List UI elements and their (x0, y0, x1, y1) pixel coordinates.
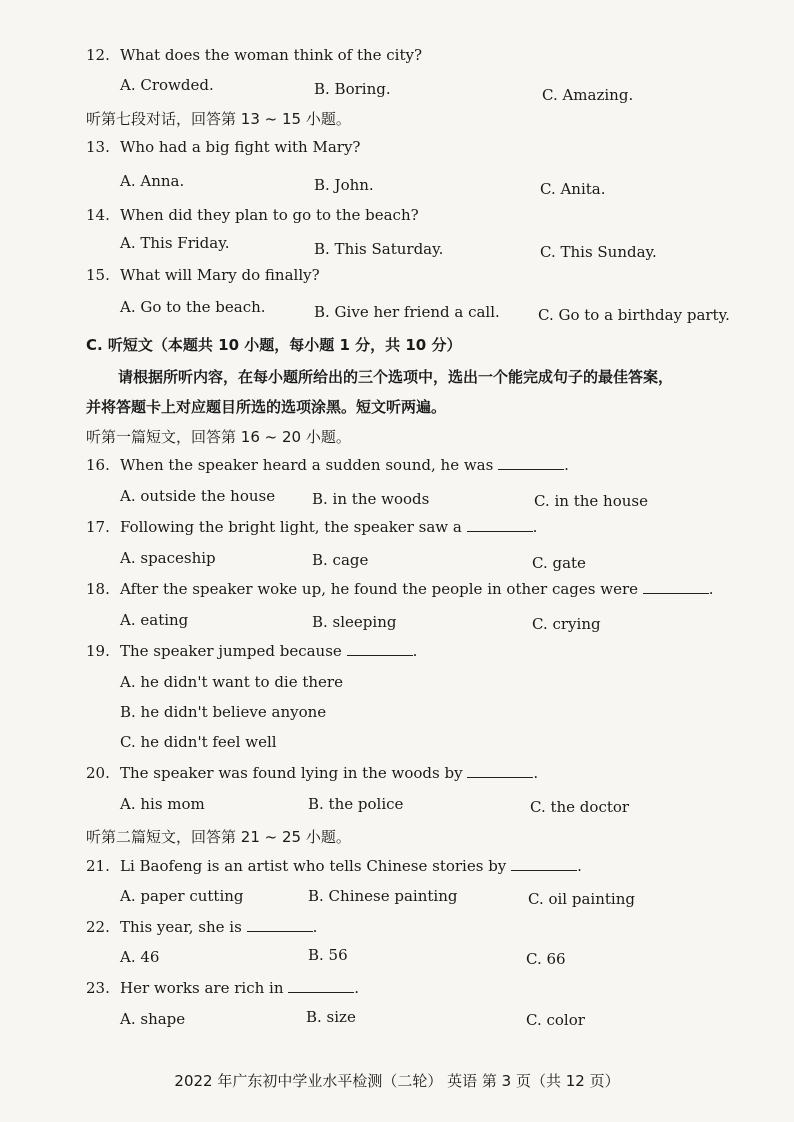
option-c: C. color (526, 1011, 585, 1029)
option-a: A. This Friday. (120, 234, 230, 252)
option-b: B. John. (314, 176, 374, 194)
option-a: A. eating (120, 611, 189, 629)
option-c: C. crying (532, 615, 601, 633)
answer-blank (347, 643, 413, 656)
option-a: A. 46 (120, 948, 160, 966)
question-text: The speaker jumped because (120, 642, 342, 660)
option-c: C. in the house (534, 492, 648, 510)
option-a: A. spaceship (120, 549, 216, 567)
answer-blank (498, 457, 564, 470)
question-number: 17. (86, 518, 110, 536)
passage-1-heading: 听第一篇短文，回答第 16 ~ 20 小题。 (86, 428, 351, 446)
option-c: C. he didn't feel well (120, 733, 277, 751)
question-number: 16. (86, 456, 110, 474)
question-number: 22. (86, 918, 110, 936)
option-a: A. he didn't want to die there (120, 673, 343, 691)
question-number: 20. (86, 764, 110, 782)
instructions-line-1: 请根据所听内容，在每小题所给出的三个选项中，选出一个能完成句子的最佳答案， (118, 368, 674, 386)
answer-blank (247, 919, 313, 932)
question-number: 14. (86, 206, 110, 224)
question-number: 13. (86, 138, 110, 156)
question-text: After the speaker woke up, he found the people in other cages were (120, 580, 639, 598)
option-a: A. Go to the beach. (120, 298, 266, 316)
option-c: C. gate (532, 554, 586, 572)
question-20 (86, 764, 538, 782)
question-17 (86, 518, 537, 536)
option-b: B. Give her friend a call. (314, 303, 500, 321)
answer-blank (288, 980, 354, 993)
question-end: . (564, 456, 569, 474)
option-b: B. the police (308, 795, 404, 813)
option-b: B. This Saturday. (314, 240, 444, 258)
question-end: . (312, 918, 318, 936)
question-end: . (532, 518, 538, 536)
question-16 (86, 456, 569, 474)
question-text: The speaker was found lying in the woods by (120, 764, 463, 782)
answer-blank (511, 858, 577, 871)
instructions-line-2: 并将答题卡上对应题目所选的选项涂黑。短文听两遍。 (86, 398, 447, 416)
question-text: Her works are rich in (120, 979, 284, 997)
question-text: Li Baofeng is an artist who tells Chinese stories by (120, 857, 507, 875)
answer-blank (467, 765, 533, 778)
option-c: C. oil painting (528, 890, 635, 908)
question-21 (86, 857, 582, 875)
question-text: What does the woman think of the city? (120, 46, 423, 64)
option-b: B. 56 (308, 946, 348, 964)
section-heading: 听第七段对话，回答第 13 ~ 15 小题。 (86, 110, 351, 128)
question-number: 18. (86, 580, 110, 598)
option-b: B. cage (312, 551, 369, 569)
question-number: 19. (86, 642, 110, 660)
question-number: 12. (86, 46, 110, 64)
option-b: B. sleeping (312, 613, 397, 631)
option-b: B. Boring. (314, 80, 391, 98)
question-15 (86, 266, 320, 284)
question-text: Following the bright light, the speaker saw a (120, 518, 462, 536)
option-b: B. he didn't believe anyone (120, 703, 327, 721)
option-c: C. This Sunday. (540, 243, 657, 261)
question-18 (86, 580, 714, 598)
question-end: . (533, 764, 539, 782)
question-text: When the speaker heard a sudden sound, he was (120, 456, 494, 474)
question-text: This year, she is (120, 918, 242, 936)
option-b: B. in the woods (312, 490, 430, 508)
question-13 (86, 138, 360, 156)
question-number: 21. (86, 857, 110, 875)
question-19 (86, 642, 417, 660)
question-22 (86, 918, 317, 936)
question-12 (86, 46, 422, 64)
option-a: A. outside the house (120, 487, 276, 505)
question-text: What will Mary do finally? (120, 266, 320, 284)
option-c: C. Anita. (540, 180, 606, 198)
option-a: A. paper cutting (120, 887, 244, 905)
question-end: . (412, 642, 418, 660)
option-b: B. size (306, 1008, 356, 1026)
option-a: A. Crowded. (120, 76, 214, 94)
page-footer: 2022 年广东初中学业水平检测（二轮） 英语 第 3 页（共 12 页） (174, 1072, 620, 1090)
passage-2-heading: 听第二篇短文，回答第 21 ~ 25 小题。 (86, 828, 351, 846)
question-number: 23. (86, 979, 110, 997)
option-a: A. shape (120, 1010, 186, 1028)
question-end: . (354, 979, 360, 997)
answer-blank (467, 519, 533, 532)
question-end: . (708, 580, 714, 598)
option-c: C. the doctor (530, 798, 630, 816)
option-c: C. Amazing. (542, 86, 634, 104)
question-end: . (577, 857, 582, 875)
question-23 (86, 979, 359, 997)
part-c-heading: C. 听短文（本题共 10 小题，每小题 1 分，共 10 分） (86, 336, 462, 354)
option-a: A. his mom (120, 795, 205, 813)
option-a: A. Anna. (120, 172, 185, 190)
option-b: B. Chinese painting (308, 887, 458, 905)
question-number: 15. (86, 266, 110, 284)
answer-blank (643, 581, 709, 594)
option-c: C. 66 (526, 950, 566, 968)
question-text: When did they plan to go to the beach? (120, 206, 419, 224)
option-c: C. Go to a birthday party. (538, 306, 730, 324)
question-14 (86, 206, 419, 224)
question-text: Who had a big fight with Mary? (120, 138, 361, 156)
